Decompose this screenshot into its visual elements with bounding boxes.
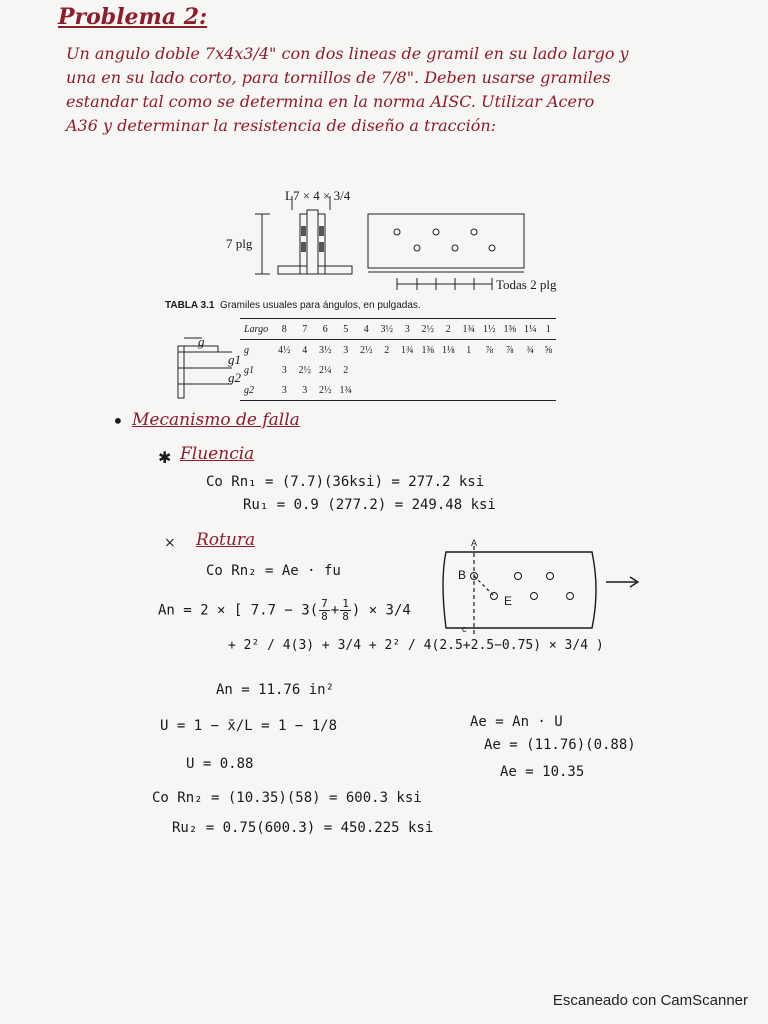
statement-line-4: A36 y determinar la resistencia de diseño a tracción:: [66, 116, 497, 135]
x-bullet: ×: [164, 535, 176, 551]
table-cell: 2½: [298, 364, 311, 376]
table-header-cell: 2½: [418, 319, 439, 340]
table-cell: [356, 360, 377, 380]
table-cell: [377, 380, 398, 401]
ae-eq-2: Ae = (11.76)(0.88): [484, 737, 636, 753]
statement-line-1: Un angulo doble 7x4x3/4" con dos lineas de gramil en su lado largo y: [66, 44, 629, 63]
height-label: 7 plg: [226, 236, 253, 251]
table-title: TABLA 3.1 Gramiles usuales para ángulos, en pulgadas.: [165, 300, 421, 311]
table-header-cell: 1¾: [459, 319, 480, 340]
an-eq-line-2: + 2² / 4(3) + 3/4 + 2² / 4(2.5+2.5−0.75) × 3/4 ): [228, 638, 604, 653]
table-cell: [397, 380, 418, 401]
table-cell: 2½: [315, 380, 336, 401]
table-cell: [520, 380, 541, 401]
table-row-label: g1: [244, 364, 254, 376]
statement-line-2: una en su lado corto, para tornillos de 7/8". Deben usarse gramiles: [66, 68, 611, 87]
problem-title: Problema 2:: [58, 4, 208, 30]
mechanism-title: Mecanismo de falla: [132, 410, 300, 430]
table-cell: 2¼: [319, 364, 332, 376]
table-cell: 4: [302, 344, 308, 356]
table-header-cell: 1⅜: [500, 319, 521, 340]
gage-table: [240, 318, 556, 401]
table-cell: 3: [343, 344, 349, 356]
star-bullet: ✱: [158, 448, 172, 467]
table-cell: 3½: [319, 344, 332, 356]
ae-eq-1: Ae = An · U: [470, 714, 563, 730]
sketch-label-b: B: [458, 568, 467, 582]
table-cell: ⅝: [544, 344, 552, 356]
table-cell: [500, 380, 521, 401]
table-row: [240, 380, 556, 401]
table-header-cell: 2: [438, 319, 459, 340]
table-cell: [541, 380, 557, 401]
table-row: [240, 340, 556, 361]
table-cell: [500, 360, 521, 380]
table-header-label: Largo: [240, 319, 274, 340]
table-header-row: [240, 319, 556, 340]
table-cell: 1¾: [401, 344, 414, 356]
table-cell: 2: [384, 344, 390, 356]
rupture-title: Rotura: [196, 530, 256, 550]
table-cell: ¾: [526, 344, 534, 356]
yield-title: Fluencia: [180, 444, 255, 464]
table-cell: [438, 380, 459, 401]
spacing-label: Todas 2 plg: [496, 277, 557, 292]
statement-line-3: estandar tal como se determina en la norma AISC. Utilizar Acero: [66, 92, 595, 111]
table-cell: 1⅛: [442, 344, 455, 356]
legend-g1: g1: [228, 352, 241, 367]
table-cell: [377, 360, 398, 380]
table-cell: 3: [295, 380, 316, 401]
table-cell: 2½: [360, 344, 373, 356]
rn2-eq: Co Rn₂ = (10.35)(58) = 600.3 ksi: [152, 790, 422, 806]
yield-eq-2: Ru₁ = 0.9 (277.2) = 249.48 ksi: [243, 497, 496, 513]
table-cell: [520, 360, 541, 380]
table-header-cell: 1½: [479, 319, 500, 340]
an-result: An = 11.76 in²: [216, 682, 335, 698]
u-eq: U = 1 − x̄/L = 1 − 1/8: [160, 718, 338, 734]
table-cell: 1⅜: [421, 344, 434, 356]
an-eq-line-1: An = 2 × [ 7.7 − 3( $\frac{7}{8}$ + $\frac{1}{8}$ ) × 3/4: [158, 597, 411, 623]
table-cell: [541, 360, 557, 380]
angle-label: L7 × 4 × 3/4: [285, 188, 351, 203]
table-header-cell: 5: [336, 319, 357, 340]
legend-g: g: [198, 334, 205, 349]
table-cell: 3: [281, 364, 287, 376]
table-header-cell: 8: [274, 319, 295, 340]
table-cell: [397, 360, 418, 380]
table-cell: [459, 380, 480, 401]
table-cell: [356, 380, 377, 401]
ae-result: Ae = 10.35: [500, 764, 585, 780]
table-header-cell: 4: [356, 319, 377, 340]
table-row: [240, 360, 556, 380]
bullet-dot: •: [112, 409, 124, 433]
camscanner-footer: Escaneado con CamScanner: [552, 992, 748, 1009]
table-cell: [479, 360, 500, 380]
table-header-cell: 1: [541, 319, 557, 340]
rupture-eq-1: Co Rn₂ = Ae · fu: [206, 563, 341, 579]
table-header-cell: 6: [315, 319, 336, 340]
table-cell: 3: [274, 380, 295, 401]
sketch-label-e: E: [504, 594, 513, 608]
table-header-cell: 1¼: [520, 319, 541, 340]
sketch-label-c: c: [462, 624, 467, 634]
table-row-label: g: [244, 344, 249, 356]
yield-eq-1: Co Rn₁ = (7.7)(36ksi) = 277.2 ksi: [206, 474, 485, 490]
table-cell: 2: [343, 364, 349, 376]
table-row-label: g2: [240, 380, 274, 401]
table-cell: [418, 360, 439, 380]
table-cell: [418, 380, 439, 401]
sketch-label-a: A: [471, 538, 478, 548]
table-cell: 4½: [278, 344, 291, 356]
u-result: U = 0.88: [186, 756, 254, 772]
table-cell: [438, 360, 459, 380]
legend-g2: g2: [228, 370, 241, 385]
ru2-eq: Ru₂ = 0.75(600.3) = 450.225 ksi: [172, 820, 434, 836]
table-cell: ⅞: [506, 344, 514, 356]
table-header-cell: 3: [397, 319, 418, 340]
table-cell: 1¾: [336, 380, 357, 401]
table-cell: ⅞: [485, 344, 493, 356]
table-cell: 1: [466, 344, 472, 356]
table-cell: [459, 360, 480, 380]
table-header-cell: 7: [295, 319, 316, 340]
table-header-cell: 3½: [377, 319, 398, 340]
table-cell: [479, 380, 500, 401]
